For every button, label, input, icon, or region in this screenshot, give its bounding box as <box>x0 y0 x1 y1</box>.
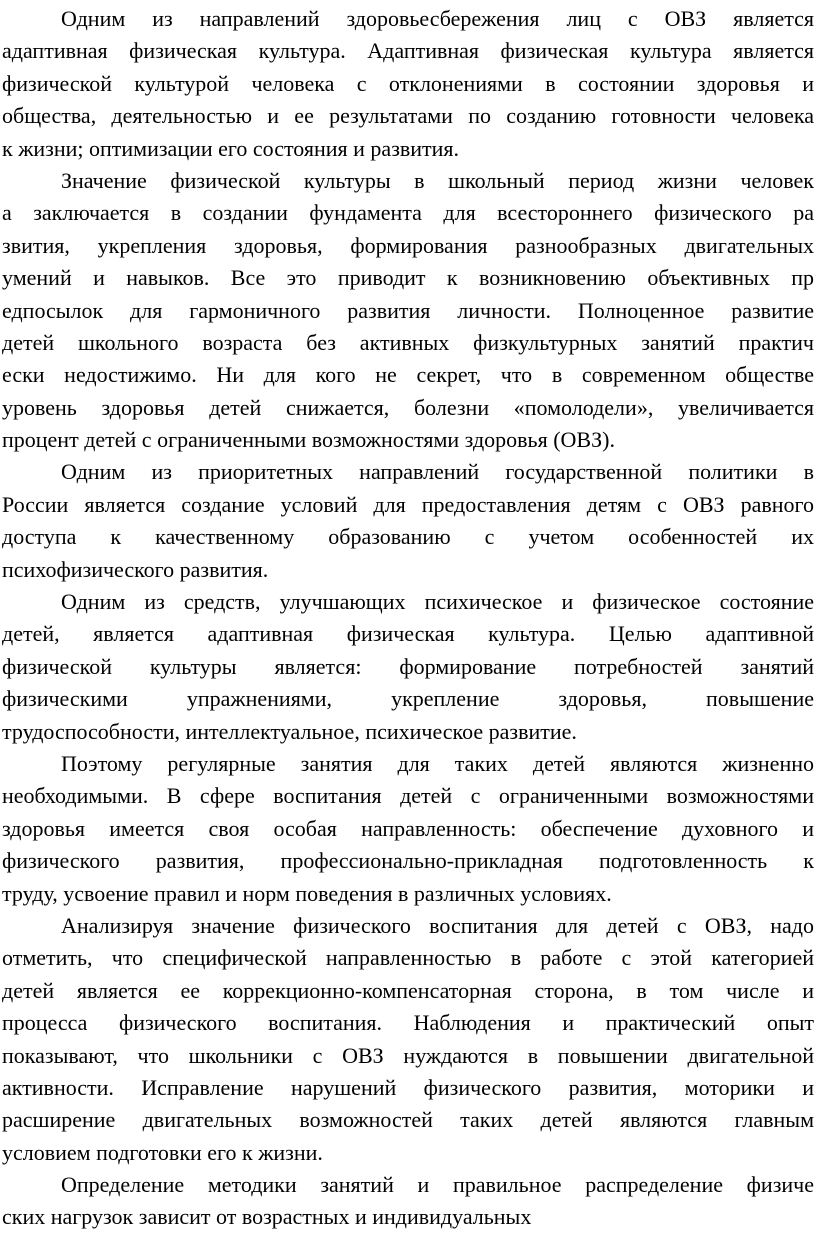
text-line: здоровья имеется своя особая направленность: обеспечение духовного и <box>2 815 814 841</box>
text-line: звития, укрепления здоровья, формирования разнообразных двигательных <box>2 232 814 258</box>
text-line: процент детей с ограниченными возможностями здоровья (ОВЗ). <box>2 427 615 453</box>
text-line: Поэтому регулярные занятия для таких детей являются жизненно <box>61 750 814 776</box>
text-line: Анализируя значение физического воспитания для детей с ОВЗ, надо <box>61 912 814 938</box>
text-line: необходимыми. В сфере воспитания детей с ограниченными возможностями <box>2 783 814 809</box>
text-line: Значение физической культуры в школьный период жизни человек <box>61 167 814 193</box>
text-line: физическими упражнениями, укрепление здоровья, повышение <box>2 686 814 712</box>
text-line: детей школьного возраста без активных физкультурных занятий практич <box>2 329 814 355</box>
text-line: физического развития, профессионально-прикладная подготовленность к <box>2 848 814 874</box>
text-line: детей, является адаптивная физическая культура. Целью адаптивной <box>2 621 814 647</box>
text-line: физической культурой человека с отклонениями в состоянии здоровья и <box>2 70 814 96</box>
text-line: общества, деятельностью и ее результатами по созданию готовности человека <box>2 103 814 129</box>
text-line: а заключается в создании фундамента для всестороннего физического ра <box>2 200 814 226</box>
text-line: показывают, что школьники с ОВЗ нуждаются в повышении двигательной <box>2 1042 814 1068</box>
text-line: отметить, что специфической направленностью в работе с этой категорией <box>2 945 814 971</box>
text-line: психофизического развития. <box>2 556 269 582</box>
text-line: уровень здоровья детей снижается, болезни «помолодели», увеличивается <box>2 394 814 420</box>
text-line: активности. Исправление нарушений физического развития, моторики и <box>2 1074 814 1100</box>
text-line: едпосылок для гармоничного развития личности. Полноценное развитие <box>2 297 814 323</box>
text-line: детей является ее коррекционно-компенсаторная сторона, в том числе и <box>2 977 814 1003</box>
text-line: ески недостижимо. Ни для кого не секрет, что в современном обществе <box>2 362 814 388</box>
text-line: Одним из приоритетных направлений государственной политики в <box>61 459 814 485</box>
text-line: труду, усвоение правил и норм поведения в различных условиях. <box>2 880 612 906</box>
text-line: ских нагрузок зависит от возрастных и индивидуальных <box>2 1204 532 1230</box>
text-line: условием подготовки его к жизни. <box>2 1139 323 1165</box>
text-line: умений и навыков. Все это приводит к возникновению объективных пр <box>2 265 814 291</box>
text-line: Одним из направлений здоровьесбережения лиц с ОВЗ является <box>61 6 814 31</box>
text-line: трудоспособности, интеллектуальное, психическое развитие. <box>2 718 577 744</box>
text-line: Одним из средств, улучшающих психическое и физическое состояние <box>61 589 814 615</box>
text-line: адаптивная физическая культура. Адаптивная физическая культура является <box>2 38 814 64</box>
text-line: к жизни; оптимизации его состояния и развития. <box>2 135 460 161</box>
text-line: расширение двигательных возможностей таких детей являются главным <box>2 1107 814 1133</box>
text-line: Определение методики занятий и правильное распределение физиче <box>61 1172 814 1198</box>
text-line: процесса физического воспитания. Наблюдения и практический опыт <box>2 1010 814 1036</box>
text-line: физической культуры является: формирование потребностей занятий <box>2 653 814 679</box>
text-line: России является создание условий для предоставления детям с ОВЗ равного <box>2 491 814 517</box>
text-line: доступа к качественному образованию с учетом особенностей их <box>2 524 814 550</box>
